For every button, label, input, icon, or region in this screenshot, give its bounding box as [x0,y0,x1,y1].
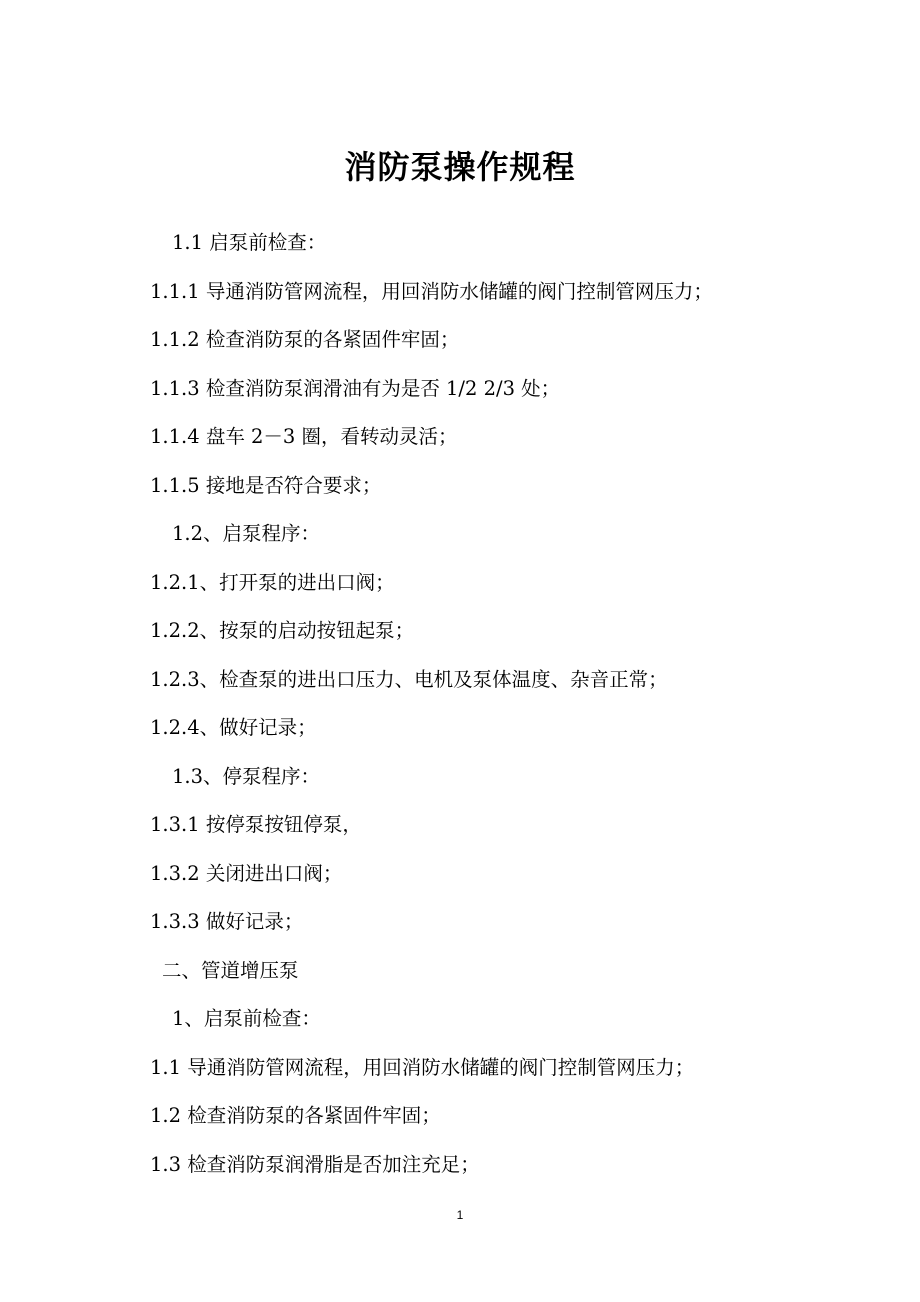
paragraph-line: 1.2.3、检查泵的进出口压力、电机及泵体温度、杂音正常； [150,667,668,691]
paragraph-line: 1.2.1、打开泵的进出口阀； [150,570,395,594]
document-title: 消防泵操作规程 [344,148,576,186]
paragraph-line: 1.3 检查消防泵润滑脂是否加注充足； [150,1152,480,1176]
page-number: 1 [456,1208,464,1222]
section-heading: 1、启泵前检查： [172,1007,321,1030]
section-heading: 1.3、停泵程序： [172,764,321,788]
paragraph-line: 1.1.2 检查消防泵的各紧固件牢固； [150,328,460,351]
section-heading: 1.1 启泵前检查： [172,231,327,254]
paragraph-line: 1.2.4、做好记录； [150,716,317,739]
paragraph-line: 1.2 检查消防泵的各紧固件牢固； [150,1104,441,1127]
paragraph-line: 1.1 导通消防管网流程，用回消防水储罐的阀门控制管网压力； [150,1055,695,1079]
paragraph-line: 1.2.2、按泵的启动按钮起泵； [150,619,415,642]
paragraph-line: 1.3.3 做好记录； [150,910,304,933]
paragraph-line: 1.3.2 关闭进出口阀； [150,861,343,885]
section-heading: 二、管道增压泵 [162,958,299,982]
document-body [150,229,850,1199]
paragraph-line: 1.1.4 盘车 2－3 圈，看转动灵活； [150,425,458,448]
paragraph-line: 1.1.3 检查消防泵润滑油有为是否 1/2 2/3 处； [150,376,561,400]
paragraph-line: 1.3.1 按停泵按钮停泵， [150,813,362,836]
section-heading: 1.2、启泵程序： [172,522,321,545]
paragraph-line: 1.1.1 导通消防管网流程，用回消防水储罐的阀门控制管网压力； [150,279,713,303]
paragraph-line: 1.1.5 接地是否符合要求； [150,473,382,497]
